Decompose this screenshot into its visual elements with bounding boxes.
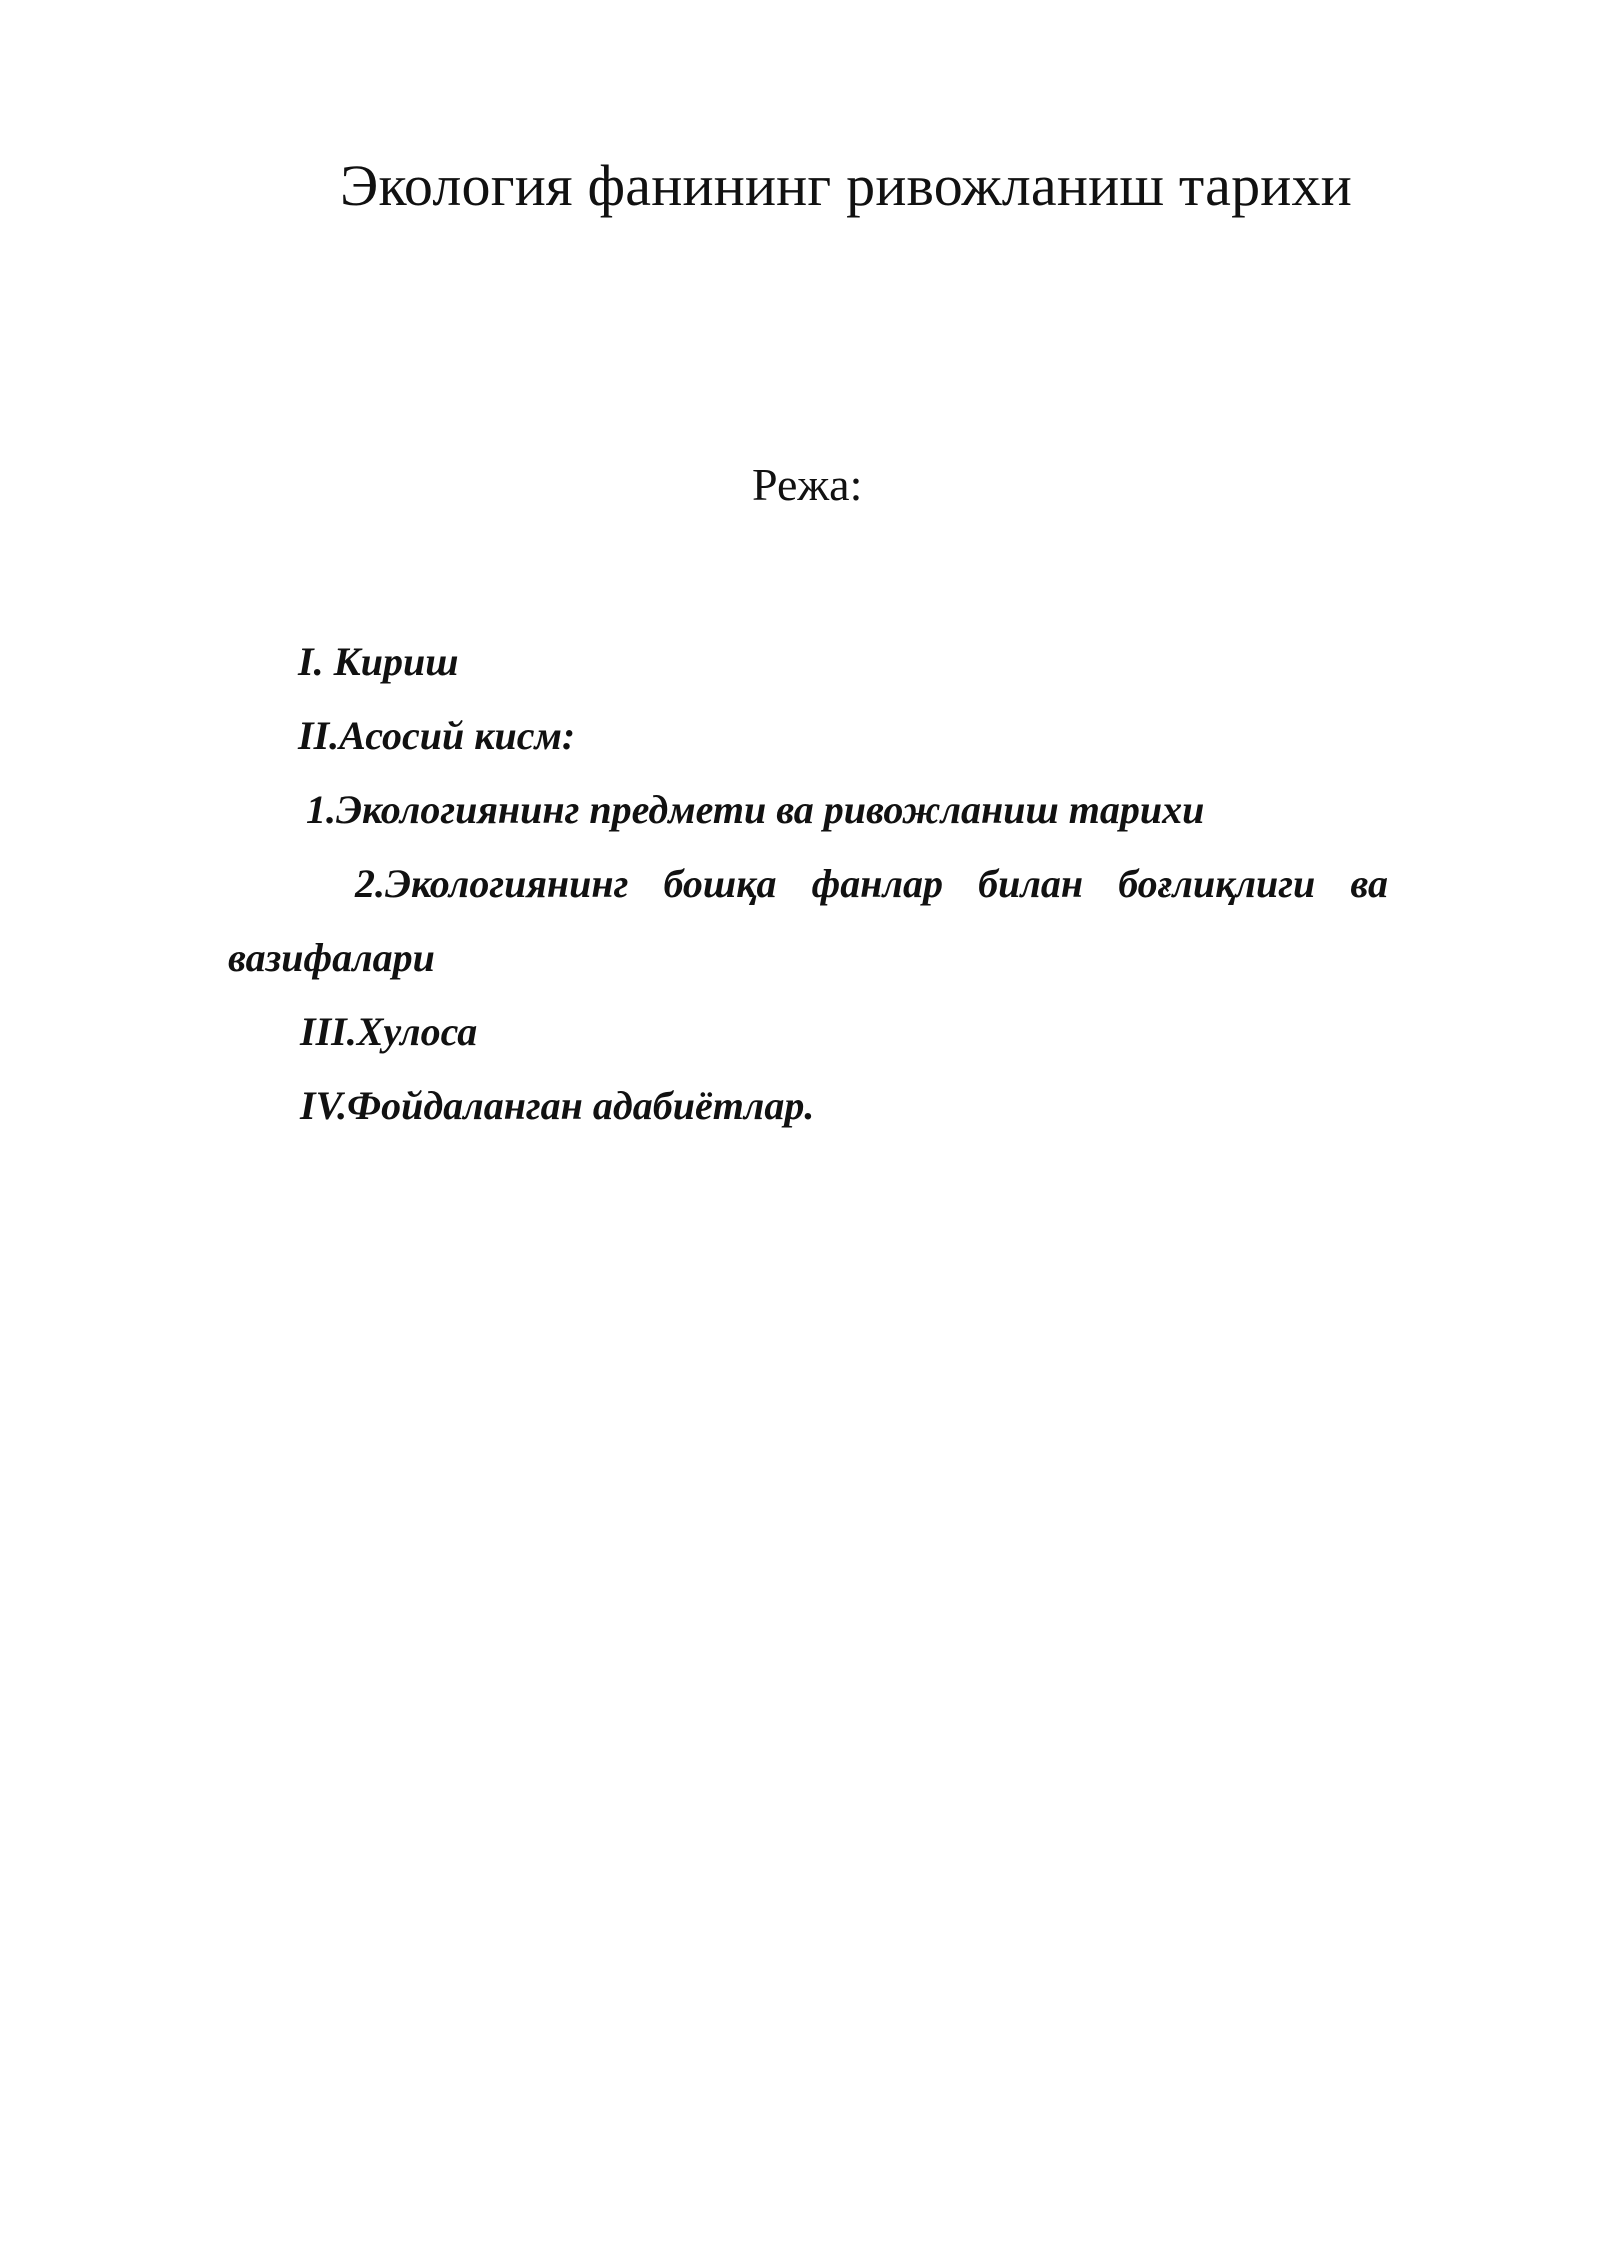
document-title: Экология фанининг ривожланиш тарихи bbox=[340, 153, 1352, 218]
outline-item-intro: I. Кириш bbox=[298, 639, 459, 684]
outline-subitem-2-line-1: 2.Экологиянинг бошқа фанлар билан боғлиқлиги ва bbox=[355, 861, 1388, 906]
outline-subitem-1: 1.Экологиянинг предмети ва ривожланиш тарихи bbox=[306, 787, 1205, 832]
plan-heading: Режа: bbox=[752, 459, 863, 510]
outline-item-conclusion: III.Хулоса bbox=[300, 1009, 478, 1054]
outline-item-main-part: II.Асосий кисм: bbox=[298, 713, 576, 758]
outline-item-references: IV.Фойдаланган адабиётлар. bbox=[300, 1083, 815, 1128]
outline-subitem-2-line-2: вазифалари bbox=[228, 935, 435, 980]
